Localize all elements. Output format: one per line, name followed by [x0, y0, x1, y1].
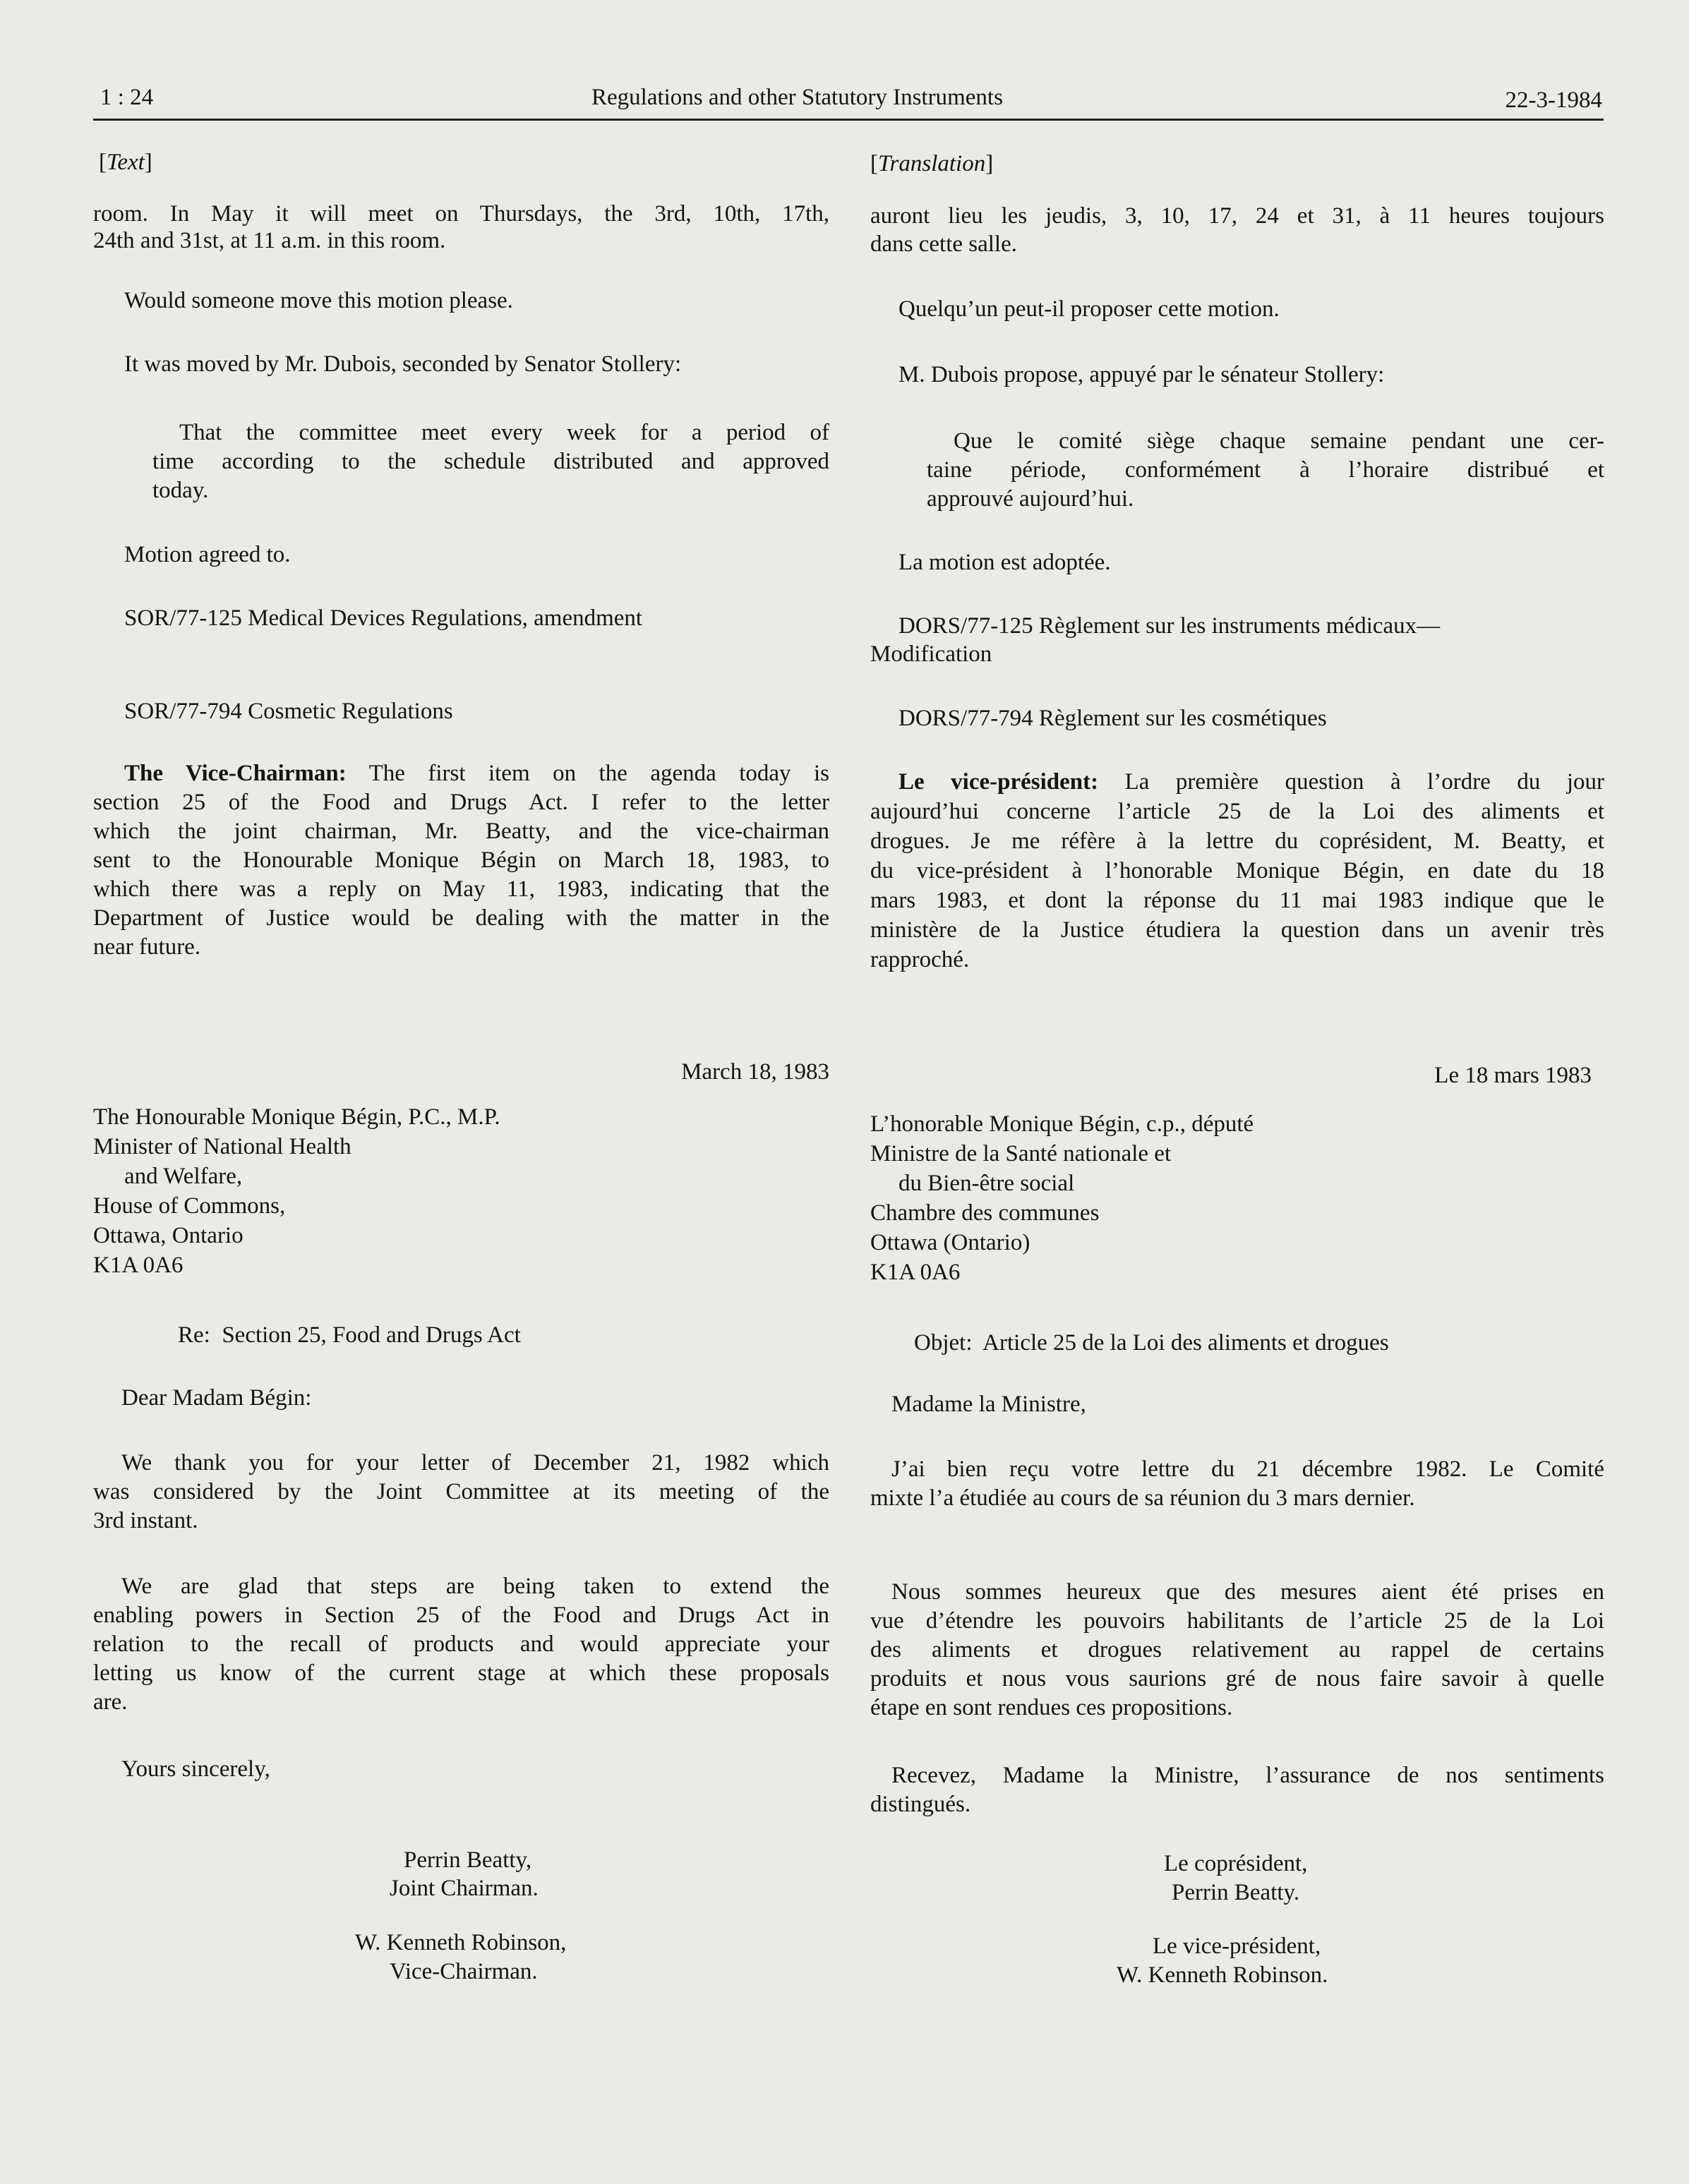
objet-line: Objet: Article 25 de la Loi des aliments et drogues — [914, 1330, 1389, 1356]
paragraph: Motion agreed to. — [124, 542, 291, 567]
speaker-name: Le vice-président: — [898, 769, 1099, 795]
letter-line: vue d’étendre les pouvoirs habilitants de l’article 25 de la Loi — [870, 1608, 1604, 1634]
speaker-name: The Vice-Chairman: — [124, 761, 347, 786]
signature-name: W. Kenneth Robinson, — [355, 1930, 567, 1955]
letter-line: Nous sommes heureux que des mesures aient été prises en — [891, 1579, 1604, 1605]
letter-line: letting us know of the current stage at which these proposals — [93, 1660, 829, 1686]
text-line: dans cette salle. — [870, 231, 1017, 257]
paragraph: M. Dubois propose, appuyé par le sénateur Stollery: — [898, 362, 1385, 387]
motion-line: time according to the schedule distributed and approved — [152, 449, 829, 474]
letter-line: mixte l’a étudiée au cours de sa réunion du 3 mars dernier. — [870, 1485, 1415, 1511]
paragraph: La motion est adoptée. — [898, 550, 1111, 575]
letter-line: J’ai bien reçu votre lettre du 21 décembre 1982. Le Comité — [891, 1456, 1604, 1482]
signature-title: Joint Chairman. — [390, 1876, 539, 1901]
text-line: 24th and 31st, at 11 a.m. in this room. — [93, 228, 446, 253]
regulation-heading: DORS/77-794 Règlement sur les cosmétiques — [898, 706, 1327, 731]
text-line: ministère de la Justice étudiera la question dans un avenir très — [870, 917, 1604, 943]
letter-line: produits et nous vous saurions gré de nous faire savoir à quelle — [870, 1666, 1604, 1691]
text-line: sent to the Honourable Monique Bégin on March 18, 1983, to — [93, 847, 829, 873]
text-line: auront lieu les jeudis, 3, 10, 17, 24 et 31, à 11 heures toujours — [870, 203, 1604, 229]
signature-title: Le vice-président, — [1153, 1933, 1321, 1959]
motion-line: Que le comité siège chaque semaine pendant une cer- — [954, 428, 1604, 454]
regulation-heading: SOR/77-125 Medical Devices Regulations, amendment — [124, 605, 643, 631]
address-line: Ottawa, Ontario — [93, 1223, 244, 1248]
page-header — [93, 79, 1604, 121]
letter-line: enabling powers in Section 25 of the Food and Drugs Act in — [93, 1603, 829, 1628]
paragraph: Quelqu’un peut-il proposer cette motion. — [898, 296, 1280, 322]
text-line: Department of Justice would be dealing with the matter in the — [93, 905, 829, 931]
paragraph: It was moved by Mr. Dubois, seconded by Senator Stollery: — [124, 351, 682, 377]
letter-line: relation to the recall of products and would appreciate your — [93, 1631, 829, 1657]
signature-name: Perrin Beatty. — [1172, 1880, 1300, 1905]
running-title: Regulations and other Statutory Instruments — [591, 85, 1003, 110]
motion-line: taine période, conformément à l’horaire distribué et — [927, 457, 1604, 483]
text-line: room. In May it will meet on Thursdays, the 3rd, 10th, 17th, — [93, 201, 829, 227]
paragraph: Would someone move this motion please. — [124, 288, 513, 313]
text-line: which there was a reply on May 11, 1983, indicating that the — [93, 876, 829, 902]
header-date: 22-3-1984 — [1505, 88, 1602, 113]
address-line: House of Commons, — [93, 1193, 286, 1219]
letter-line: are. — [93, 1689, 128, 1715]
text-line: section 25 of the Food and Drugs Act. I refer to the letter — [93, 790, 829, 815]
motion-line: approuvé aujourd’hui. — [927, 486, 1134, 512]
closing-line: distingués. — [870, 1792, 971, 1817]
address-line: and Welfare, — [124, 1164, 243, 1189]
address-line: Ottawa (Ontario) — [870, 1230, 1030, 1255]
text-line: rapproché. — [870, 947, 970, 972]
section-tag: [Translation] — [870, 151, 994, 176]
text-line: mars 1983, et dont la réponse du 11 mai 1983 indique que le — [870, 888, 1604, 913]
address-line: Chambre des communes — [870, 1200, 1100, 1226]
signature-title: Le coprésident, — [1164, 1851, 1308, 1876]
page-number: 1 : 24 — [100, 85, 154, 110]
address-line: The Honourable Monique Bégin, P.C., M.P. — [93, 1104, 500, 1130]
closing-line: Recevez, Madame la Ministre, l’assurance de nos sentiments — [891, 1763, 1604, 1788]
salutation: Madame la Ministre, — [891, 1392, 1086, 1417]
section-tag: [Text] — [99, 150, 152, 175]
text-line: du vice-président à l’honorable Monique Bégin, en date du 18 — [870, 858, 1604, 883]
speaker-line: The Vice-Chairman: The first item on the agenda today is — [124, 761, 829, 786]
text-line: which the joint chairman, Mr. Beatty, and the vice-chairman — [93, 819, 829, 844]
letter-line: des aliments et drogues relativement au rappel de certains — [870, 1637, 1604, 1663]
regulation-heading: SOR/77-794 Cosmetic Regulations — [124, 699, 453, 724]
speaker-line: Le vice-président: La première question à l’ordre du jour — [898, 769, 1604, 795]
salutation: Dear Madam Bégin: — [121, 1385, 312, 1411]
letter-date: March 18, 1983 — [681, 1059, 829, 1085]
regulation-heading: Modification — [870, 641, 992, 667]
address-line: du Bien-être social — [898, 1171, 1075, 1196]
text-line: drogues. Je me réfère à la lettre du coprésident, M. Beatty, et — [870, 828, 1604, 854]
regulation-heading: DORS/77-125 Règlement sur les instruments médicaux— — [898, 613, 1441, 639]
re-line: Re: Section 25, Food and Drugs Act — [178, 1322, 521, 1348]
letter-line: étape en sont rendues ces propositions. — [870, 1695, 1233, 1720]
signature-name: Perrin Beatty, — [404, 1847, 532, 1873]
text-line: aujourd’hui concerne l’article 25 de la Loi des aliments et — [870, 799, 1604, 824]
signature-name: W. Kenneth Robinson. — [1117, 1962, 1328, 1988]
address-line: Minister of National Health — [93, 1134, 351, 1159]
closing: Yours sincerely, — [121, 1756, 270, 1782]
address-line: K1A 0A6 — [93, 1253, 184, 1278]
letter-line: 3rd instant. — [93, 1508, 198, 1533]
motion-line: today. — [152, 478, 209, 503]
letter-line: We are glad that steps are being taken to extend the — [121, 1574, 829, 1599]
motion-line: That the committee meet every week for a period of — [179, 420, 829, 445]
text-line: near future. — [93, 934, 201, 960]
address-line: Ministre de la Santé nationale et — [870, 1141, 1172, 1166]
address-line: L’honorable Monique Bégin, c.p., député — [870, 1111, 1254, 1137]
letter-date: Le 18 mars 1983 — [1434, 1063, 1592, 1088]
signature-title: Vice-Chairman. — [390, 1959, 538, 1984]
letter-line: was considered by the Joint Committee at its meeting of the — [93, 1479, 829, 1504]
letter-line: We thank you for your letter of December 21, 1982 which — [121, 1450, 829, 1476]
address-line: K1A 0A6 — [870, 1260, 961, 1285]
